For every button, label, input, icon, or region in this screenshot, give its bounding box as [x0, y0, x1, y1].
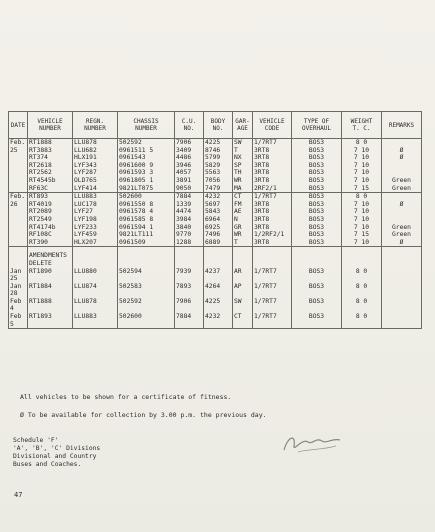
cell-wt: 7 10: [342, 177, 382, 185]
cell-code: 3RT8: [253, 177, 292, 185]
cell-regn: LYF459: [73, 231, 118, 239]
cell-type: BOS3: [292, 216, 342, 224]
schedule-line: Divisional and Country: [13, 453, 97, 460]
cell-body: [204, 305, 233, 313]
cell-gar: N: [233, 216, 253, 224]
cell-code: 2RF2/1: [253, 185, 292, 193]
table-row: [9, 305, 422, 313]
cell-veh: RT1884: [28, 283, 73, 291]
schedule-block: [13, 437, 100, 469]
cell-chassis: 502600: [118, 313, 175, 321]
cell-rem: [382, 283, 422, 291]
table-row: [9, 216, 422, 224]
cell-rem: Green: [382, 185, 422, 193]
cell-veh: RT2549: [28, 216, 73, 224]
cell-cu: [175, 305, 204, 313]
table-row: [9, 139, 422, 147]
cell-wt: 8 0: [342, 283, 382, 291]
cell-type: BOS3: [292, 162, 342, 170]
cell-gar: [233, 305, 253, 313]
cell-rem: [382, 313, 422, 321]
cell-wt: 7 10: [342, 201, 382, 209]
cell-type: BOS3: [292, 298, 342, 306]
cell-veh: RT1888: [28, 139, 73, 147]
cell-cu: 7906: [175, 298, 204, 306]
footnotes: [20, 393, 267, 429]
cell-veh: RT2089: [28, 208, 73, 216]
cell-date: 4: [9, 305, 28, 313]
cell-cu: 3409: [175, 147, 204, 155]
table-row: [9, 313, 422, 321]
cell-veh: RT2618: [28, 162, 73, 170]
cell-body: [204, 321, 233, 329]
cell-regn: LYF414: [73, 185, 118, 193]
cell-code: 3RT8: [253, 147, 292, 155]
cell-wt: 7 10: [342, 154, 382, 162]
table-row: [9, 231, 422, 239]
cell-cu: 7906: [175, 139, 204, 147]
col-header: DATE: [9, 112, 28, 139]
cell-gar: T: [233, 147, 253, 155]
cell-gar: SW: [233, 139, 253, 147]
cell-gar: AR: [233, 268, 253, 276]
cell-type: BOS3: [292, 169, 342, 177]
cell-code: 1/7RT7: [253, 313, 292, 321]
cell-chassis: 502592: [118, 139, 175, 147]
cell-code: 1/2RF2/1: [253, 231, 292, 239]
cell-type: BOS3: [292, 147, 342, 155]
cell-body: 4264: [204, 283, 233, 291]
table-row: [9, 193, 422, 201]
cell-type: BOS3: [292, 239, 342, 247]
cell-wt: 7 10: [342, 216, 382, 224]
cell-gar: [233, 290, 253, 298]
cell-body: 6889: [204, 239, 233, 247]
table-row: [9, 321, 422, 329]
cell-chassis: 502600: [118, 193, 175, 201]
amendments-heading: AMENDMENTS: [28, 252, 73, 260]
cell-body: 4225: [204, 139, 233, 147]
cell-gar: WR: [233, 177, 253, 185]
cell-date: Feb.: [9, 139, 28, 147]
cell-chassis: 9821LT075: [118, 185, 175, 193]
cell-type: BOS3: [292, 193, 342, 201]
cell-date: [9, 208, 28, 216]
cell-code: 3RT8: [253, 154, 292, 162]
cell-rem: Ø: [382, 147, 422, 155]
cell-date: [9, 177, 28, 185]
cell-rem: Green: [382, 177, 422, 185]
cell-type: BOS3: [292, 185, 342, 193]
cell-veh: [28, 275, 73, 283]
cell-cu: 3891: [175, 177, 204, 185]
cell-chassis: 0961511 5: [118, 147, 175, 155]
cell-regn: [73, 305, 118, 313]
cell-veh: RT390: [28, 239, 73, 247]
cell-gar: MA: [233, 185, 253, 193]
cell-type: [292, 275, 342, 283]
cell-veh: RT2562: [28, 169, 73, 177]
cell-code: [253, 305, 292, 313]
cell-chassis: 502594: [118, 268, 175, 276]
cell-chassis: [118, 275, 175, 283]
cell-gar: T: [233, 239, 253, 247]
table-row: [9, 275, 422, 283]
cell-type: BOS3: [292, 208, 342, 216]
footnote-certificate: All vehicles to be shown for a certificate of fitness.: [20, 393, 232, 401]
signature-mark: [278, 428, 348, 458]
col-header: CHASSIS NUMBER: [118, 112, 175, 139]
cell-regn: LLU682: [73, 147, 118, 155]
cell-rem: [382, 193, 422, 201]
cell-date: [9, 224, 28, 232]
col-header: C.U. NO.: [175, 112, 204, 139]
cell-cu: 7884: [175, 313, 204, 321]
cell-rem: [382, 268, 422, 276]
cell-wt: 8 0: [342, 139, 382, 147]
cell-rem: [382, 290, 422, 298]
cell-code: 3RT8: [253, 162, 292, 170]
cell-wt: 7 10: [342, 224, 382, 232]
cell-cu: 4486: [175, 154, 204, 162]
cell-date: 25: [9, 275, 28, 283]
cell-chassis: 0961805 1: [118, 177, 175, 185]
cell-regn: LYF198: [73, 216, 118, 224]
cell-gar: AP: [233, 283, 253, 291]
cell-chassis: [118, 305, 175, 313]
table-row: [9, 177, 422, 185]
faint-show-through-text: [150, 52, 370, 58]
cell-gar: [233, 321, 253, 329]
cell-cu: 7939: [175, 268, 204, 276]
cell-chassis: 0961600 9: [118, 162, 175, 170]
cell-body: 5829: [204, 162, 233, 170]
cell-body: 4232: [204, 193, 233, 201]
cell-code: 3RT8: [253, 169, 292, 177]
cell-date: Feb: [9, 313, 28, 321]
cell-body: 7496: [204, 231, 233, 239]
cell-gar: CT: [233, 193, 253, 201]
cell-rem: [382, 321, 422, 329]
cell-wt: 8 0: [342, 268, 382, 276]
table-row: [9, 298, 422, 306]
cell-body: 7056: [204, 177, 233, 185]
table-row: [9, 162, 422, 170]
cell-cu: 3946: [175, 162, 204, 170]
cell-gar: SW: [233, 298, 253, 306]
cell-regn: LYF27: [73, 208, 118, 216]
cell-veh: RT4174b: [28, 224, 73, 232]
cell-regn: LLU878: [73, 139, 118, 147]
cell-code: 1/7RT7: [253, 268, 292, 276]
cell-code: 1/7RT7: [253, 283, 292, 291]
col-header: TYPE OF OVERHAUL: [292, 112, 342, 139]
cell-date: 28: [9, 290, 28, 298]
cell-code: 1/7RT7: [253, 298, 292, 306]
cell-wt: 7 10: [342, 162, 382, 170]
cell-veh: RF63C: [28, 185, 73, 193]
cell-gar: [233, 275, 253, 283]
cell-regn: [73, 275, 118, 283]
cell-cu: 1288: [175, 239, 204, 247]
table-header-row: [9, 112, 422, 139]
cell-cu: 3840: [175, 224, 204, 232]
cell-wt: 8 0: [342, 313, 382, 321]
cell-chassis: 0961509: [118, 239, 175, 247]
amendments-heading-row: [9, 260, 422, 268]
cell-gar: TH: [233, 169, 253, 177]
cell-cu: 7893: [175, 283, 204, 291]
cell-type: [292, 321, 342, 329]
cell-chassis: [118, 290, 175, 298]
cell-cu: 9050: [175, 185, 204, 193]
col-header: VEHICLE CODE: [253, 112, 292, 139]
cell-body: 4232: [204, 313, 233, 321]
cell-body: 5697: [204, 201, 233, 209]
cell-code: 1/7RT7: [253, 193, 292, 201]
cell-body: 6925: [204, 224, 233, 232]
cell-type: BOS3: [292, 313, 342, 321]
cell-date: [9, 185, 28, 193]
cell-type: [292, 290, 342, 298]
cell-date: Jan: [9, 268, 28, 276]
cell-body: 6964: [204, 216, 233, 224]
cell-date: [9, 162, 28, 170]
cell-code: 3RT8: [253, 201, 292, 209]
cell-regn: [73, 290, 118, 298]
cell-rem: Ø: [382, 154, 422, 162]
cell-chassis: 502583: [118, 283, 175, 291]
cell-regn: [73, 321, 118, 329]
cell-wt: [342, 321, 382, 329]
cell-veh: RT893: [28, 193, 73, 201]
cell-date: [9, 239, 28, 247]
cell-rem: [382, 162, 422, 170]
cell-gar: SP: [233, 162, 253, 170]
cell-regn: LLU878: [73, 298, 118, 306]
table-row: [9, 224, 422, 232]
cell-type: BOS3: [292, 268, 342, 276]
cell-wt: [342, 290, 382, 298]
table-row: [9, 169, 422, 177]
cell-veh: RT3883: [28, 147, 73, 155]
cell-gar: NX: [233, 154, 253, 162]
col-header: GAR- AGE: [233, 112, 253, 139]
cell-chassis: 0961585 8: [118, 216, 175, 224]
col-header: REMARKS: [382, 112, 422, 139]
schedule-line: Buses and Coaches.: [13, 461, 82, 468]
cell-cu: 4474: [175, 208, 204, 216]
table-row: [9, 154, 422, 162]
cell-rem: Ø: [382, 239, 422, 247]
cell-rem: Green: [382, 224, 422, 232]
table-row: [9, 268, 422, 276]
cell-cu: 7884: [175, 193, 204, 201]
cell-cu: [175, 290, 204, 298]
cell-regn: LLU874: [73, 283, 118, 291]
table-row: [9, 147, 422, 155]
cell-body: 5843: [204, 208, 233, 216]
table-row: [9, 208, 422, 216]
cell-chassis: 9821LT111: [118, 231, 175, 239]
cell-regn: LYF287: [73, 169, 118, 177]
table-row: [9, 239, 422, 247]
cell-date: [9, 154, 28, 162]
cell-date: [9, 231, 28, 239]
col-header: VEHICLE NUMBER: [28, 112, 73, 139]
schedule-title: Schedule 'F': [13, 437, 59, 444]
cell-cu: 4057: [175, 169, 204, 177]
cell-code: 3RT8: [253, 216, 292, 224]
cell-chassis: 0961594 1: [118, 224, 175, 232]
cell-date: [9, 216, 28, 224]
cell-body: 4225: [204, 298, 233, 306]
cell-chassis: 0961593 3: [118, 169, 175, 177]
table-row: [9, 201, 422, 209]
cell-chassis: 0961550 8: [118, 201, 175, 209]
cell-regn: LLU880: [73, 268, 118, 276]
cell-code: [253, 321, 292, 329]
footnote-collection: Ø To be available for collection by 3.00 p.m. the previous day.: [20, 411, 267, 419]
cell-body: 4237: [204, 268, 233, 276]
cell-date: Jan: [9, 283, 28, 291]
amendments-heading: DELETE: [28, 260, 73, 268]
cell-regn: LUC178: [73, 201, 118, 209]
cell-chassis: 0961543: [118, 154, 175, 162]
cell-wt: 8 0: [342, 193, 382, 201]
cell-gar: GR: [233, 224, 253, 232]
cell-rem: [382, 298, 422, 306]
cell-regn: LLU883: [73, 313, 118, 321]
cell-type: BOS3: [292, 224, 342, 232]
cell-gar: CT: [233, 313, 253, 321]
cell-type: BOS3: [292, 177, 342, 185]
cell-wt: 7 10: [342, 208, 382, 216]
cell-regn: LYF343: [73, 162, 118, 170]
cell-body: 7479: [204, 185, 233, 193]
cell-date: 26: [9, 201, 28, 209]
cell-rem: [382, 139, 422, 147]
cell-cu: 3984: [175, 216, 204, 224]
cell-regn: LLU883: [73, 193, 118, 201]
cell-cu: [175, 321, 204, 329]
cell-veh: RT4545b: [28, 177, 73, 185]
cell-type: BOS3: [292, 154, 342, 162]
cell-code: 3RT8: [253, 239, 292, 247]
cell-rem: [382, 169, 422, 177]
cell-veh: RF108C: [28, 231, 73, 239]
cell-type: [292, 305, 342, 313]
cell-veh: RT4019: [28, 201, 73, 209]
cell-code: 3RT8: [253, 208, 292, 216]
cell-date: 5: [9, 321, 28, 329]
cell-chassis: 502592: [118, 298, 175, 306]
cell-wt: 7 15: [342, 185, 382, 193]
cell-wt: 7 10: [342, 169, 382, 177]
cell-code: [253, 290, 292, 298]
col-header: REGN. NUMBER: [73, 112, 118, 139]
cell-cu: [175, 275, 204, 283]
cell-regn: LYF233: [73, 224, 118, 232]
cell-date: 25: [9, 147, 28, 155]
cell-wt: 8 0: [342, 298, 382, 306]
cell-body: [204, 290, 233, 298]
cell-chassis: [118, 321, 175, 329]
cell-body: [204, 275, 233, 283]
cell-veh: RT1890: [28, 268, 73, 276]
cell-wt: 7 15: [342, 231, 382, 239]
cell-wt: 7 10: [342, 239, 382, 247]
cell-cu: 9770: [175, 231, 204, 239]
cell-gar: FM: [233, 201, 253, 209]
table-row: [9, 185, 422, 193]
cell-body: 8746: [204, 147, 233, 155]
schedule-line: 'A', 'B', 'C' Divisions: [13, 445, 101, 452]
cell-type: BOS3: [292, 231, 342, 239]
cell-code: 1/7RT7: [253, 139, 292, 147]
cell-body: 5799: [204, 154, 233, 162]
cell-wt: 7 10: [342, 147, 382, 155]
cell-type: BOS3: [292, 139, 342, 147]
cell-date: Feb.: [9, 193, 28, 201]
cell-chassis: 0961578 4: [118, 208, 175, 216]
cell-cu: 1339: [175, 201, 204, 209]
cell-rem: [382, 305, 422, 313]
cell-rem: [382, 216, 422, 224]
page-number: 47: [14, 491, 23, 499]
cell-regn: OLD765: [73, 177, 118, 185]
cell-rem: [382, 208, 422, 216]
cell-rem: [382, 275, 422, 283]
cell-rem: Ø: [382, 201, 422, 209]
table-body: [9, 139, 422, 329]
cell-gar: AE: [233, 208, 253, 216]
cell-veh: [28, 321, 73, 329]
vehicle-overhaul-table: [8, 111, 422, 329]
cell-veh: RT374: [28, 154, 73, 162]
cell-gar: WR: [233, 231, 253, 239]
cell-type: BOS3: [292, 283, 342, 291]
cell-veh: RT1888: [28, 298, 73, 306]
cell-code: [253, 275, 292, 283]
cell-veh: RT1893: [28, 313, 73, 321]
col-header: WEIGHT T. C.: [342, 112, 382, 139]
cell-type: BOS3: [292, 201, 342, 209]
cell-date: [9, 169, 28, 177]
amendments-heading-row: [9, 252, 422, 260]
col-header: BODY NO.: [204, 112, 233, 139]
cell-veh: [28, 305, 73, 313]
cell-regn: HLX191: [73, 154, 118, 162]
cell-regn: HLX207: [73, 239, 118, 247]
cell-code: 3RT8: [253, 224, 292, 232]
cell-date: Feb: [9, 298, 28, 306]
cell-veh: [28, 290, 73, 298]
cell-wt: [342, 275, 382, 283]
cell-body: 5563: [204, 169, 233, 177]
table-row: [9, 283, 422, 291]
cell-wt: [342, 305, 382, 313]
table-row: [9, 290, 422, 298]
cell-rem: Green: [382, 231, 422, 239]
